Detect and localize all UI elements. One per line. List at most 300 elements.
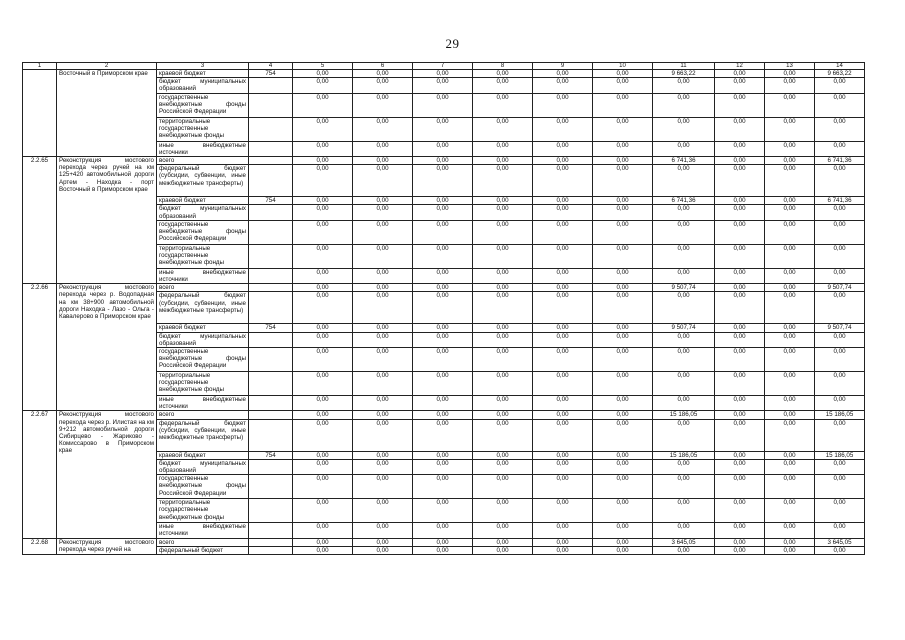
amount-cell: 0,00 [815, 165, 865, 197]
admin-code-cell [249, 523, 293, 538]
item-name-cell: Реконструкция мостового перехода через ручей на [57, 538, 157, 554]
amount-cell: 0,00 [653, 244, 715, 268]
admin-code-cell [249, 205, 293, 220]
amount-cell: 0,00 [765, 372, 815, 396]
amount-cell: 0,00 [765, 165, 815, 197]
funding-source-cell: всего [157, 538, 249, 546]
column-header: 9 [533, 63, 593, 70]
amount-cell: 0,00 [413, 93, 473, 117]
amount-cell: 0,00 [353, 459, 413, 474]
amount-cell: 0,00 [413, 141, 473, 156]
admin-code-cell [249, 220, 293, 244]
amount-cell: 0,00 [353, 70, 413, 78]
amount-cell: 0,00 [715, 523, 765, 538]
amount-cell: 0,00 [533, 292, 593, 324]
amount-cell: 0,00 [353, 117, 413, 141]
amount-cell: 0,00 [533, 284, 593, 292]
amount-cell: 0,00 [593, 93, 653, 117]
amount-cell: 0,00 [413, 396, 473, 411]
funding-source-cell: государственные внебюджетные фонды Российской Федерации [157, 93, 249, 117]
amount-cell: 0,00 [815, 117, 865, 141]
funding-source-cell: государственные внебюджетные фонды Российской Федерации [157, 475, 249, 499]
item-name-cell: Восточный в Приморском крае [57, 70, 157, 157]
amount-cell: 0,00 [593, 78, 653, 93]
amount-cell: 0,00 [653, 332, 715, 347]
amount-cell: 0,00 [293, 538, 353, 546]
amount-cell: 0,00 [593, 546, 653, 554]
amount-cell: 6 741,36 [653, 157, 715, 165]
funding-source-cell: территориальные государственные внебюджетные фонды [157, 499, 249, 523]
amount-cell: 0,00 [473, 372, 533, 396]
amount-cell: 0,00 [473, 165, 533, 197]
amount-cell: 0,00 [715, 372, 765, 396]
amount-cell: 0,00 [293, 451, 353, 459]
amount-cell: 0,00 [715, 475, 765, 499]
amount-cell: 0,00 [413, 332, 473, 347]
page-number: 29 [445, 36, 460, 51]
funding-source-cell: территориальные государственные внебюджетные фонды [157, 244, 249, 268]
amount-cell: 0,00 [765, 419, 815, 451]
amount-cell: 0,00 [653, 546, 715, 554]
amount-cell: 0,00 [593, 538, 653, 546]
amount-cell: 0,00 [293, 70, 353, 78]
amount-cell: 0,00 [715, 538, 765, 546]
admin-code-cell [249, 411, 293, 419]
admin-code-cell [249, 78, 293, 93]
amount-cell: 0,00 [653, 348, 715, 372]
amount-cell: 0,00 [715, 157, 765, 165]
amount-cell: 0,00 [473, 141, 533, 156]
admin-code-cell [249, 165, 293, 197]
column-header: 13 [765, 63, 815, 70]
column-header: 4 [249, 63, 293, 70]
amount-cell: 0,00 [293, 205, 353, 220]
amount-cell: 0,00 [715, 546, 765, 554]
amount-cell: 0,00 [293, 197, 353, 205]
funding-source-cell: бюджет муниципальных образований [157, 332, 249, 347]
amount-cell: 0,00 [353, 538, 413, 546]
amount-cell: 0,00 [353, 348, 413, 372]
amount-cell: 0,00 [765, 197, 815, 205]
amount-cell: 0,00 [715, 499, 765, 523]
amount-cell: 0,00 [815, 499, 865, 523]
amount-cell: 0,00 [715, 141, 765, 156]
amount-cell: 0,00 [653, 141, 715, 156]
amount-cell: 0,00 [593, 284, 653, 292]
amount-cell: 0,00 [293, 268, 353, 283]
amount-cell: 0,00 [593, 268, 653, 283]
amount-cell: 0,00 [533, 372, 593, 396]
amount-cell: 0,00 [593, 205, 653, 220]
amount-cell: 0,00 [815, 396, 865, 411]
item-code-cell: 2.2.67 [23, 411, 57, 538]
amount-cell: 0,00 [533, 70, 593, 78]
item-name-cell: Реконструкция мостового перехода через ручей на км 125+420 автомобильной дороги Артем - Находка - порт Восточный в Приморском крае [57, 157, 157, 284]
amount-cell: 0,00 [533, 499, 593, 523]
amount-cell: 0,00 [533, 538, 593, 546]
amount-cell: 0,00 [765, 523, 815, 538]
funding-source-cell: иные внебюджетные источники [157, 396, 249, 411]
amount-cell: 0,00 [473, 523, 533, 538]
amount-cell: 0,00 [653, 220, 715, 244]
amount-cell: 0,00 [413, 324, 473, 332]
admin-code-cell: 754 [249, 197, 293, 205]
amount-cell: 0,00 [765, 268, 815, 283]
amount-cell: 0,00 [715, 244, 765, 268]
amount-cell: 0,00 [413, 205, 473, 220]
amount-cell: 0,00 [765, 396, 815, 411]
amount-cell: 0,00 [473, 459, 533, 474]
amount-cell: 0,00 [715, 396, 765, 411]
amount-cell: 0,00 [715, 451, 765, 459]
amount-cell: 0,00 [413, 451, 473, 459]
amount-cell: 0,00 [765, 332, 815, 347]
amount-cell: 0,00 [353, 332, 413, 347]
amount-cell: 0,00 [653, 419, 715, 451]
amount-cell: 0,00 [353, 220, 413, 244]
amount-cell: 0,00 [473, 117, 533, 141]
funding-source-cell: всего [157, 157, 249, 165]
amount-cell: 0,00 [533, 332, 593, 347]
table-row [23, 411, 865, 419]
amount-cell: 0,00 [473, 284, 533, 292]
amount-cell: 0,00 [593, 419, 653, 451]
admin-code-cell [249, 396, 293, 411]
table-header [23, 63, 865, 70]
amount-cell: 0,00 [413, 165, 473, 197]
admin-code-cell [249, 538, 293, 546]
amount-cell: 0,00 [815, 220, 865, 244]
admin-code-cell [249, 475, 293, 499]
amount-cell: 0,00 [715, 197, 765, 205]
item-name-cell: Реконструкция мостового перехода через р. Водопадная на км 38+900 автомобильной дороги Находка - Лазо - Ольга - Кавалерово в Приморском крае [57, 284, 157, 411]
funding-source-cell: федеральный бюджет [157, 546, 249, 554]
amount-cell: 0,00 [293, 348, 353, 372]
amount-cell: 0,00 [593, 348, 653, 372]
amount-cell: 0,00 [765, 284, 815, 292]
amount-cell: 0,00 [353, 157, 413, 165]
amount-cell: 0,00 [653, 372, 715, 396]
amount-cell: 0,00 [533, 165, 593, 197]
column-header: 1 [23, 63, 57, 70]
amount-cell: 0,00 [293, 117, 353, 141]
table-body [23, 70, 865, 555]
admin-code-cell [249, 157, 293, 165]
amount-cell: 0,00 [653, 292, 715, 324]
amount-cell: 0,00 [593, 523, 653, 538]
amount-cell: 0,00 [765, 93, 815, 117]
amount-cell: 0,00 [413, 157, 473, 165]
admin-code-cell: 754 [249, 324, 293, 332]
amount-cell: 0,00 [653, 396, 715, 411]
amount-cell: 0,00 [715, 93, 765, 117]
admin-code-cell [249, 141, 293, 156]
amount-cell: 0,00 [533, 220, 593, 244]
funding-source-cell: краевой бюджет [157, 324, 249, 332]
amount-cell: 0,00 [715, 332, 765, 347]
amount-cell: 0,00 [293, 459, 353, 474]
funding-source-cell: территориальные государственные внебюджетные фонды [157, 117, 249, 141]
amount-cell: 0,00 [593, 499, 653, 523]
amount-cell: 0,00 [293, 372, 353, 396]
amount-cell: 0,00 [815, 292, 865, 324]
amount-cell: 0,00 [653, 78, 715, 93]
amount-cell: 0,00 [293, 141, 353, 156]
amount-cell: 0,00 [653, 475, 715, 499]
amount-cell: 0,00 [533, 117, 593, 141]
amount-cell: 0,00 [593, 332, 653, 347]
amount-cell: 0,00 [765, 411, 815, 419]
amount-cell: 0,00 [593, 157, 653, 165]
amount-cell: 0,00 [293, 475, 353, 499]
amount-cell: 0,00 [413, 292, 473, 324]
amount-cell: 0,00 [533, 141, 593, 156]
amount-cell: 0,00 [593, 475, 653, 499]
table-row [23, 538, 865, 546]
amount-cell: 15 186,05 [653, 451, 715, 459]
amount-cell: 0,00 [413, 284, 473, 292]
amount-cell: 0,00 [353, 93, 413, 117]
amount-cell: 0,00 [473, 78, 533, 93]
amount-cell: 0,00 [593, 244, 653, 268]
amount-cell: 0,00 [473, 332, 533, 347]
amount-cell: 0,00 [593, 324, 653, 332]
amount-cell: 0,00 [473, 546, 533, 554]
amount-cell: 0,00 [473, 538, 533, 546]
amount-cell: 0,00 [293, 244, 353, 268]
amount-cell: 0,00 [533, 396, 593, 411]
amount-cell: 0,00 [413, 372, 473, 396]
amount-cell: 0,00 [815, 244, 865, 268]
amount-cell: 9 507,74 [815, 284, 865, 292]
admin-code-cell: 754 [249, 70, 293, 78]
funding-source-cell: краевой бюджет [157, 197, 249, 205]
table-row [23, 284, 865, 292]
admin-code-cell [249, 332, 293, 347]
amount-cell: 0,00 [413, 220, 473, 244]
amount-cell: 0,00 [533, 475, 593, 499]
amount-cell: 0,00 [293, 411, 353, 419]
amount-cell: 0,00 [715, 70, 765, 78]
amount-cell: 0,00 [533, 93, 593, 117]
amount-cell: 6 741,36 [815, 157, 865, 165]
admin-code-cell [249, 93, 293, 117]
amount-cell: 9 663,22 [815, 70, 865, 78]
amount-cell: 0,00 [413, 244, 473, 268]
amount-cell: 0,00 [293, 165, 353, 197]
amount-cell: 0,00 [815, 332, 865, 347]
column-header: 10 [593, 63, 653, 70]
amount-cell: 0,00 [293, 292, 353, 324]
amount-cell: 0,00 [353, 372, 413, 396]
funding-source-cell: иные внебюджетные источники [157, 268, 249, 283]
funding-source-cell: бюджет муниципальных образований [157, 78, 249, 93]
funding-source-cell: всего [157, 411, 249, 419]
amount-cell: 0,00 [593, 117, 653, 141]
amount-cell: 0,00 [593, 372, 653, 396]
amount-cell: 0,00 [293, 157, 353, 165]
amount-cell: 0,00 [293, 419, 353, 451]
funding-source-cell: краевой бюджет [157, 451, 249, 459]
amount-cell: 0,00 [353, 284, 413, 292]
amount-cell: 0,00 [473, 157, 533, 165]
funding-source-cell: государственные внебюджетные фонды Российской Федерации [157, 348, 249, 372]
amount-cell: 0,00 [815, 205, 865, 220]
amount-cell: 0,00 [653, 499, 715, 523]
amount-cell: 0,00 [815, 372, 865, 396]
amount-cell: 0,00 [353, 546, 413, 554]
amount-cell: 0,00 [765, 546, 815, 554]
amount-cell: 0,00 [593, 411, 653, 419]
amount-cell: 0,00 [413, 197, 473, 205]
amount-cell: 0,00 [473, 70, 533, 78]
funding-source-cell: иные внебюджетные источники [157, 141, 249, 156]
item-code-cell [23, 70, 57, 157]
amount-cell: 0,00 [593, 220, 653, 244]
amount-cell: 0,00 [353, 411, 413, 419]
funding-source-cell: федеральный бюджет (субсидии, субвенции, иные межбюджетные трансферты) [157, 419, 249, 451]
amount-cell: 0,00 [815, 93, 865, 117]
amount-cell: 0,00 [473, 292, 533, 324]
column-header: 8 [473, 63, 533, 70]
amount-cell: 0,00 [715, 220, 765, 244]
amount-cell: 0,00 [533, 459, 593, 474]
amount-cell: 0,00 [715, 78, 765, 93]
item-code-cell: 2.2.68 [23, 538, 57, 554]
amount-cell: 9 507,74 [653, 284, 715, 292]
funding-source-cell: иные внебюджетные источники [157, 523, 249, 538]
amount-cell: 0,00 [765, 157, 815, 165]
amount-cell: 0,00 [353, 419, 413, 451]
amount-cell: 0,00 [473, 411, 533, 419]
amount-cell: 0,00 [353, 268, 413, 283]
amount-cell: 0,00 [653, 117, 715, 141]
admin-code-cell [249, 459, 293, 474]
amount-cell: 0,00 [473, 220, 533, 244]
amount-cell: 0,00 [473, 451, 533, 459]
column-header: 5 [293, 63, 353, 70]
amount-cell: 0,00 [413, 546, 473, 554]
amount-cell: 0,00 [593, 165, 653, 197]
amount-cell: 0,00 [715, 411, 765, 419]
amount-cell: 0,00 [593, 141, 653, 156]
amount-cell: 0,00 [353, 324, 413, 332]
amount-cell: 0,00 [593, 292, 653, 324]
amount-cell: 0,00 [715, 268, 765, 283]
amount-cell: 0,00 [593, 451, 653, 459]
amount-cell: 0,00 [533, 419, 593, 451]
amount-cell: 0,00 [815, 546, 865, 554]
amount-cell: 0,00 [765, 475, 815, 499]
amount-cell: 0,00 [413, 117, 473, 141]
amount-cell: 0,00 [533, 411, 593, 419]
amount-cell: 0,00 [473, 396, 533, 411]
admin-code-cell: 754 [249, 451, 293, 459]
amount-cell: 0,00 [765, 70, 815, 78]
amount-cell: 0,00 [293, 523, 353, 538]
amount-cell: 0,00 [765, 141, 815, 156]
amount-cell: 0,00 [293, 499, 353, 523]
amount-cell: 0,00 [353, 197, 413, 205]
amount-cell: 0,00 [413, 78, 473, 93]
amount-cell: 0,00 [715, 292, 765, 324]
admin-code-cell [249, 546, 293, 554]
amount-cell: 0,00 [413, 459, 473, 474]
amount-cell: 0,00 [473, 475, 533, 499]
amount-cell: 15 186,05 [815, 451, 865, 459]
amount-cell: 0,00 [353, 475, 413, 499]
amount-cell: 0,00 [293, 396, 353, 411]
amount-cell: 0,00 [765, 538, 815, 546]
amount-cell: 0,00 [413, 475, 473, 499]
amount-cell: 9 507,74 [815, 324, 865, 332]
amount-cell: 0,00 [293, 332, 353, 347]
amount-cell: 0,00 [765, 324, 815, 332]
admin-code-cell [249, 244, 293, 268]
amount-cell: 0,00 [533, 523, 593, 538]
amount-cell: 0,00 [765, 451, 815, 459]
amount-cell: 0,00 [293, 284, 353, 292]
amount-cell: 0,00 [413, 348, 473, 372]
funding-source-cell: бюджет муниципальных образований [157, 459, 249, 474]
amount-cell: 6 741,36 [653, 197, 715, 205]
amount-cell: 0,00 [533, 78, 593, 93]
amount-cell: 0,00 [473, 419, 533, 451]
amount-cell: 0,00 [293, 324, 353, 332]
item-name-cell: Реконструкция мостового перехода через р. Илистая на км 9+212 автомобильной дороги Сибирцево - Жариково - Комиссарово в Приморском крае [57, 411, 157, 538]
amount-cell: 0,00 [653, 523, 715, 538]
amount-cell: 0,00 [533, 268, 593, 283]
amount-cell: 0,00 [715, 419, 765, 451]
amount-cell: 0,00 [473, 244, 533, 268]
admin-code-cell [249, 268, 293, 283]
amount-cell: 0,00 [815, 268, 865, 283]
amount-cell: 0,00 [533, 205, 593, 220]
amount-cell: 0,00 [413, 523, 473, 538]
amount-cell: 0,00 [353, 523, 413, 538]
amount-cell: 0,00 [715, 348, 765, 372]
amount-cell: 0,00 [653, 268, 715, 283]
admin-code-cell [249, 419, 293, 451]
amount-cell: 0,00 [815, 523, 865, 538]
amount-cell: 0,00 [413, 411, 473, 419]
amount-cell: 0,00 [353, 396, 413, 411]
amount-cell: 0,00 [533, 197, 593, 205]
column-header: 14 [815, 63, 865, 70]
amount-cell: 0,00 [413, 419, 473, 451]
amount-cell: 15 186,05 [653, 411, 715, 419]
amount-cell: 0,00 [593, 197, 653, 205]
amount-cell: 0,00 [353, 141, 413, 156]
amount-cell: 0,00 [353, 244, 413, 268]
column-header: 12 [715, 63, 765, 70]
amount-cell: 0,00 [765, 292, 815, 324]
column-header: 3 [157, 63, 249, 70]
amount-cell: 0,00 [765, 205, 815, 220]
budget-table [22, 62, 865, 555]
admin-code-cell [249, 292, 293, 324]
amount-cell: 0,00 [473, 93, 533, 117]
amount-cell: 0,00 [815, 419, 865, 451]
amount-cell: 0,00 [593, 396, 653, 411]
amount-cell: 0,00 [353, 499, 413, 523]
funding-source-cell: федеральный бюджет (субсидии, субвенции, иные межбюджетные трансферты) [157, 292, 249, 324]
item-code-cell: 2.2.66 [23, 284, 57, 411]
admin-code-cell [249, 284, 293, 292]
amount-cell: 0,00 [413, 70, 473, 78]
table-row [23, 157, 865, 165]
amount-cell: 0,00 [473, 348, 533, 372]
